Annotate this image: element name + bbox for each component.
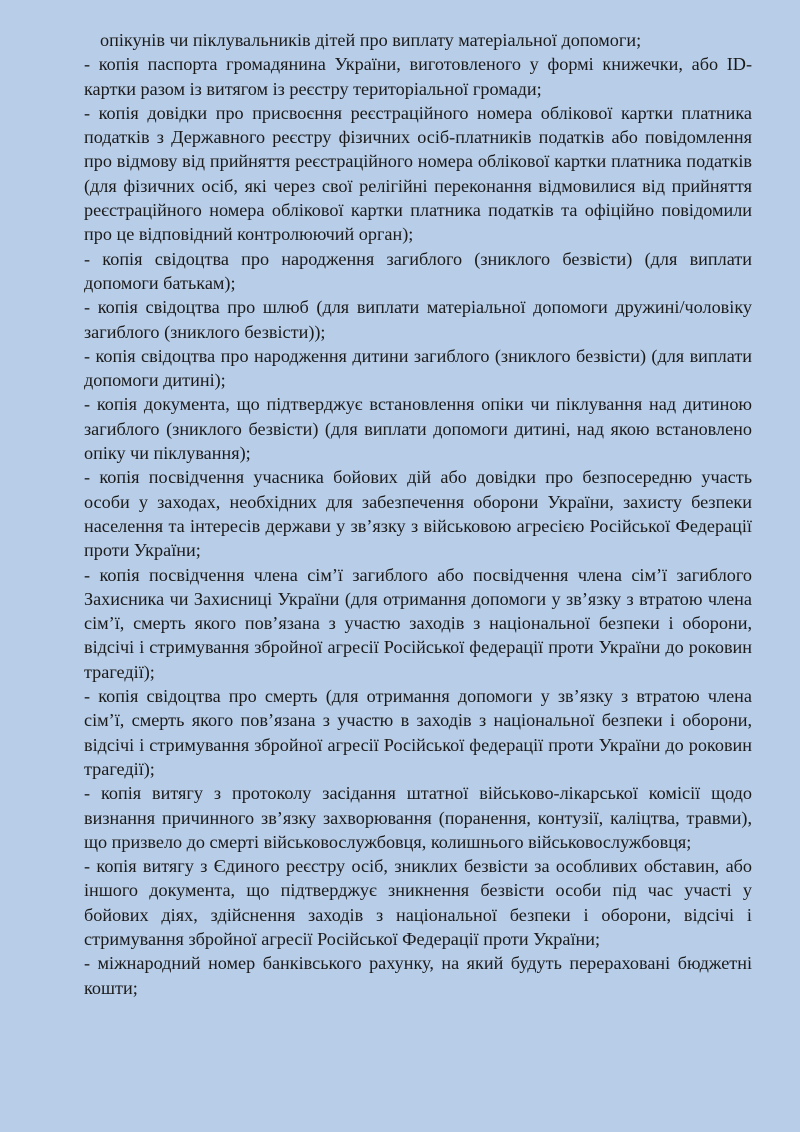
paragraph-birth-certificate-child: - копія свідоцтва про народження дитини загиблого (зниклого безвісти) (для виплати допомоги дитині);: [84, 345, 752, 391]
paragraph-medical-commission-extract: - копія витягу з протоколу засідання штатної військово-лікарської комісії щодо визнання причинного зв’язку захворювання (поранення, контузії, каліцтва, травми), що призвело до смерті військовослужбовця, колишнього військовослужбовця;: [84, 783, 752, 852]
paragraph-guardians-continuation: опікунів чи піклувальників дітей про виплату матеріальної допомоги;: [100, 30, 642, 50]
paragraph-tax-number-certificate: - копія довідки про присвоєння реєстраційного номера облікової картки платника податків з Державного реєстру фізичних осіб-платників податків або повідомлення про відмову від прийняття реєстраційного номера облікової картки платника податків (для фізичних осіб, які через свої релігійні переконання відмовилися від прийняття реєстраційного номера облікової картки платника податків та офіційно повідомили про це відповідний контролюючий орган);: [84, 102, 752, 245]
paragraph-marriage-certificate: - копія свідоцтва про шлюб (для виплати матеріальної допомоги дружині/чоловіку загиблого (зниклого безвісти));: [84, 297, 752, 342]
paragraph-missing-persons-registry: - копія витягу з Єдиного реєстру осіб, зниклих безвісти за особливих обставин, або іншого документа, що підтверджує зникнення безвісти особи під час участі у бойових діях, здійснення заходів з національної безпеки і оборони, відсічі і стримування збройної агресії Російської Федерації проти України;: [84, 856, 752, 949]
paragraph-bank-account-number: - міжнародний номер банківського рахунку, на який будуть перераховані бюджетні кошти;: [84, 953, 752, 998]
paragraph-combatant-certificate: - копія посвідчення учасника бойових дій або довідки про безпосередню участь особи у заходах, необхідних для забезпечення оборони України, захисту безпеки населення та інтересів держави у зв’язку з військовою агресією Російської Федерації проти України;: [84, 467, 752, 561]
paragraph-passport-copy: - копія паспорта громадянина України, виготовленого у формі книжечки, або ID-картки разом із витягом із реєстру територіальної громади;: [84, 54, 752, 99]
paragraph-family-member-certificate: - копія посвідчення члена сім’ї загиблого або посвідчення члена сім’ї загиблого Захисника чи Захисниці України (для отримання допомоги у зв’язку з втратою члена сім’ї, смерть якого пов’язана з участю заходів з національної безпеки і оборони, відсічі і стримування збройної агресії Російської федерації проти України до роковин трагедії);: [84, 564, 752, 682]
paragraph-death-certificate: - копія свідоцтва про смерть (для отримання допомоги у зв’язку з втратою члена сім’ї, смерть якого пов’язана з участю в заходів з національної безпеки і оборони, відсічі і стримування збройної агресії Російської федерації проти України до роковин трагедії);: [84, 686, 752, 779]
paragraph-birth-certificate-deceased: - копія свідоцтва про народження загиблого (зниклого безвісти) (для виплати допомоги батькам);: [84, 248, 752, 293]
paragraph-guardianship-document: - копія документа, що підтверджує встановлення опіки чи піклування над дитиною загиблого (зниклого безвісти) (для виплати допомоги дитині, над якою встановлено опіку чи піклування);: [84, 394, 752, 464]
